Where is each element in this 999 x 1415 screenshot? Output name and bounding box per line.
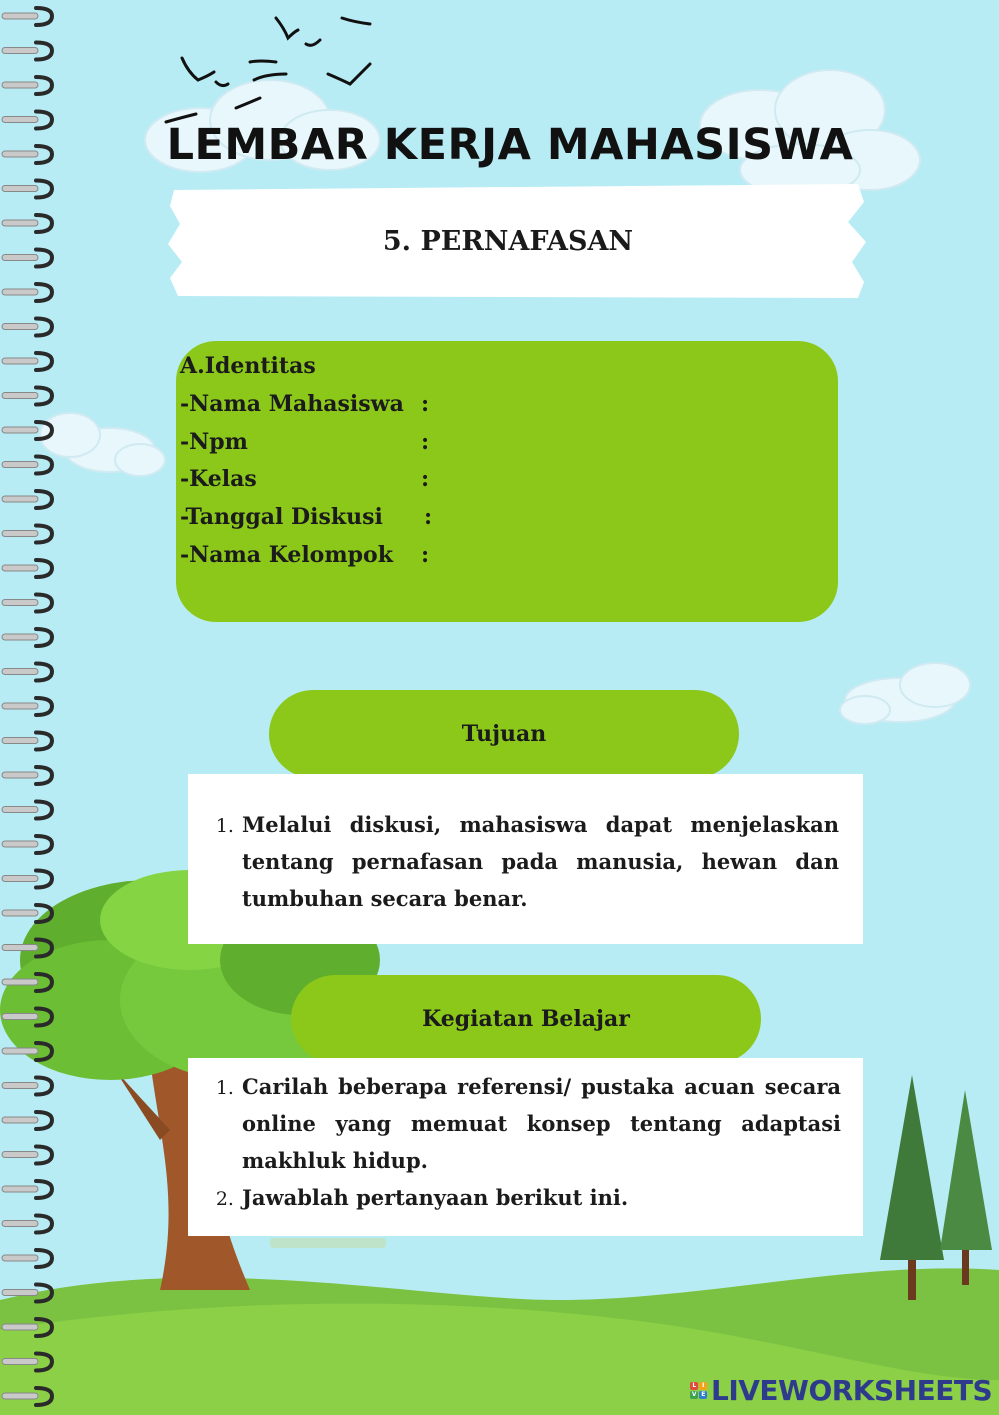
spiral-ring [2, 289, 38, 295]
kegiatan-list [188, 1068, 841, 1216]
logo-letter: I [699, 1382, 707, 1390]
spiral-ring [2, 565, 38, 571]
field-colon: : [421, 391, 430, 417]
spiral-ring [2, 1359, 38, 1365]
tujuan-heading [269, 690, 739, 778]
page-title: LEMBAR KERJA MAHASISWA [166, 120, 854, 170]
field-colon: : [421, 429, 430, 455]
field-label: -Nama Mahasiswa [180, 391, 404, 417]
spiral-ring [2, 738, 38, 744]
spiral-ring [2, 1186, 38, 1192]
spiral-ring [2, 358, 38, 364]
spiral-ring [2, 117, 38, 123]
field-label: -Npm [180, 429, 248, 455]
spiral-ring [2, 600, 38, 606]
spiral-ring [2, 324, 38, 330]
spiral-ring [2, 841, 38, 847]
spiral-ring [2, 634, 38, 640]
spiral-ring [2, 669, 38, 675]
spiral-ring [2, 979, 38, 985]
spiral-ring [2, 462, 38, 468]
field-kelas [180, 466, 257, 492]
spiral-ring [2, 531, 38, 537]
spiral-ring [2, 82, 38, 88]
spiral-ring [2, 1083, 38, 1089]
field-colon: : [424, 504, 433, 530]
spiral-ring [2, 807, 38, 813]
logo-text: LIVEWORKSHEETS [711, 1374, 993, 1407]
pine-tree-icon [880, 1075, 992, 1300]
tujuan-list [188, 806, 839, 917]
field-label: -Tanggal Diskusi [180, 504, 383, 530]
spiral-ring [2, 48, 38, 54]
spiral-ring [2, 1014, 38, 1020]
field-colon: : [421, 466, 430, 492]
tujuan-heading-text: Tujuan [461, 721, 547, 747]
spiral-binding-icon [0, 0, 70, 1415]
logo-mark-icon [690, 1382, 707, 1399]
tujuan-card [188, 774, 863, 944]
kegiatan-card [188, 1058, 863, 1236]
spiral-ring [2, 220, 38, 226]
liveworksheets-logo [690, 1374, 992, 1407]
logo-letter: L [690, 1382, 698, 1390]
spiral-ring [2, 1255, 38, 1261]
spiral-ring [2, 1324, 38, 1330]
spiral-ring [2, 427, 38, 433]
spiral-ring [2, 1393, 38, 1399]
spiral-ring [2, 1117, 38, 1123]
spiral-ring [2, 186, 38, 192]
spiral-ring [2, 1221, 38, 1227]
spiral-ring [2, 772, 38, 778]
spiral-ring [2, 151, 38, 157]
spiral-ring [2, 393, 38, 399]
field-nama-mahasiswa [180, 391, 404, 417]
field-label: -Kelas [180, 466, 257, 492]
field-nama-kelompok [180, 542, 393, 568]
field-npm [180, 429, 248, 455]
identity-panel [176, 341, 838, 622]
kegiatan-heading-text: Kegiatan Belajar [422, 1006, 630, 1032]
spiral-ring [2, 876, 38, 882]
list-item: 1. Carilah beberapa referensi/ pustaka acuan secara online yang memuat konsep tentang adaptasi makhluk hidup. [240, 1068, 841, 1179]
kegiatan-heading [291, 975, 761, 1063]
worksheet-topic: 5. PERNAFASAN [382, 226, 634, 257]
logo-letter: E [699, 1391, 707, 1399]
spiral-ring [2, 910, 38, 916]
list-item: 2. Jawablah pertanyaan berikut ini. [240, 1179, 841, 1216]
spiral-ring [2, 13, 38, 19]
field-colon: : [421, 542, 430, 568]
logo-letter: V [691, 1391, 697, 1398]
spiral-ring [2, 496, 38, 502]
spiral-ring [2, 255, 38, 261]
spiral-ring [2, 703, 38, 709]
bench [270, 1238, 386, 1248]
identity-heading: A.Identitas [180, 353, 316, 379]
spiral-ring [2, 1048, 38, 1054]
spiral-ring [2, 1152, 38, 1158]
spiral-ring [2, 1290, 38, 1296]
spiral-ring [2, 945, 38, 951]
field-label: -Nama Kelompok [180, 542, 393, 568]
list-item: 1. Melalui diskusi, mahasiswa dapat menjelaskan tentang pernafasan pada manusia, hewan dan tumbuhan secara benar. [240, 806, 839, 917]
field-tanggal-diskusi [180, 504, 383, 530]
